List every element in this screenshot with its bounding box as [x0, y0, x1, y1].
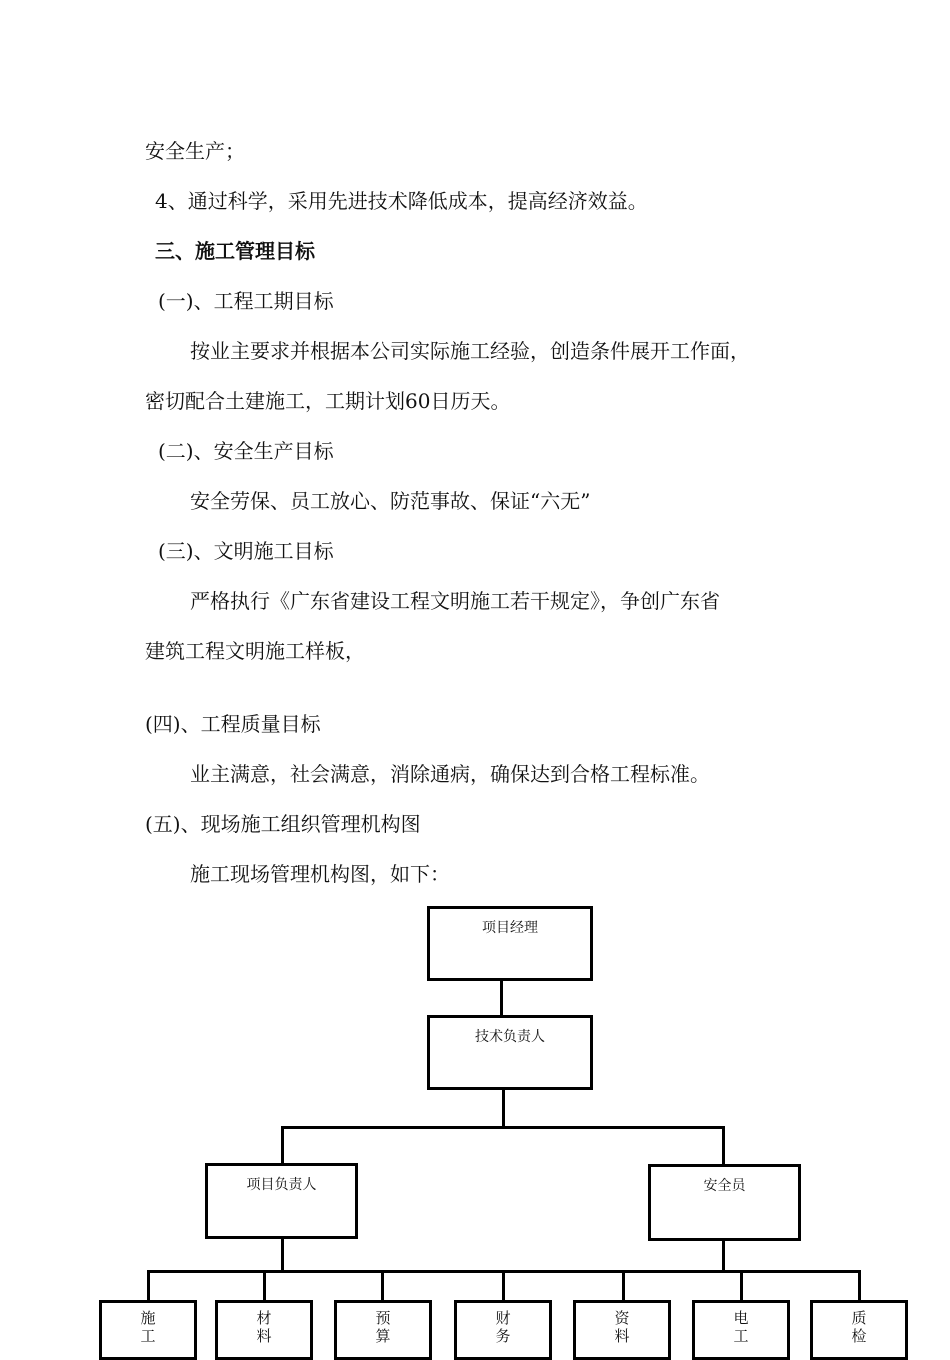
org-box-finance [454, 1300, 552, 1360]
paragraph-safety: 安全生产； [145, 139, 245, 163]
org-box-char: 质 [851, 1309, 867, 1327]
org-box-char: 料 [256, 1327, 272, 1345]
org-box-char: 施 [140, 1309, 156, 1327]
paragraph-safety-goal: 安全劳保、员工放心、防范事故、保证“六无” [190, 489, 591, 513]
paragraph-schedule-2: 密切配合土建施工，工期计划60日历天。 [145, 389, 511, 413]
org-box-char: 务 [495, 1327, 511, 1345]
connector-line [722, 1238, 725, 1272]
subheading-org-chart: (五)、现场施工组织管理机构图 [145, 812, 421, 836]
org-box-project-manager [427, 906, 593, 981]
subheading-civilized: (三)、文明施工目标 [158, 539, 334, 563]
org-box-label: 项目负责人 [246, 1177, 317, 1193]
org-box-char: 材 [256, 1309, 272, 1327]
org-box-electrician [692, 1300, 790, 1360]
org-box-label: 项目经理 [482, 920, 538, 936]
connector-line [381, 1270, 384, 1302]
org-box-char: 资 [614, 1309, 630, 1327]
connector-line [281, 1126, 284, 1166]
org-box-char: 财 [495, 1309, 511, 1327]
org-box-char: 预 [375, 1309, 391, 1327]
connector-line [502, 1088, 505, 1128]
org-box-documents [573, 1300, 671, 1360]
connector-line [281, 1126, 725, 1129]
org-box-materials [215, 1300, 313, 1360]
paragraph-quality: 业主满意，社会满意，消除通病，确保达到合格工程标准。 [190, 762, 710, 786]
org-box-label: 安全员 [703, 1178, 746, 1194]
org-box-budget [334, 1300, 432, 1360]
connector-line [858, 1270, 861, 1302]
org-box-tech-lead [427, 1015, 593, 1090]
org-box-safety-officer [648, 1164, 801, 1241]
connector-line [622, 1270, 625, 1302]
org-box-char: 工 [733, 1327, 749, 1345]
subheading-safety: (二)、安全生产目标 [158, 439, 334, 463]
paragraph-civilized-1: 严格执行《广东省建设工程文明施工若干规定》，争创广东省 [190, 589, 720, 613]
org-box-char: 算 [375, 1327, 391, 1345]
subheading-quality: (四)、工程质量目标 [145, 712, 321, 736]
org-box-construction [99, 1300, 197, 1360]
paragraph-schedule-1: 按业主要求并根据本公司实际施工经验，创造条件展开工作面， [190, 339, 750, 363]
paragraph-civilized-2: 建筑工程文明施工样板， [145, 639, 365, 663]
org-box-char: 检 [851, 1327, 867, 1345]
connector-line [263, 1270, 266, 1302]
connector-line [722, 1126, 725, 1166]
org-box-label: 技术负责人 [475, 1029, 545, 1045]
org-box-char: 电 [733, 1309, 749, 1327]
org-box-project-lead [205, 1163, 358, 1239]
subheading-schedule: (一)、工程工期目标 [158, 289, 334, 313]
connector-line [502, 1270, 505, 1302]
org-box-quality-inspection [810, 1300, 908, 1360]
section-heading-3: 三、施工管理目标 [155, 239, 315, 263]
connector-line [281, 1236, 284, 1272]
connector-line [740, 1270, 743, 1302]
paragraph-item-4: 4、通过科学，采用先进技术降低成本，提高经济效益。 [155, 189, 648, 213]
org-box-char: 工 [140, 1327, 156, 1345]
paragraph-org-intro: 施工现场管理机构图，如下： [190, 862, 450, 886]
connector-line [500, 978, 503, 1018]
org-box-char: 料 [614, 1327, 630, 1345]
connector-line [147, 1270, 150, 1302]
